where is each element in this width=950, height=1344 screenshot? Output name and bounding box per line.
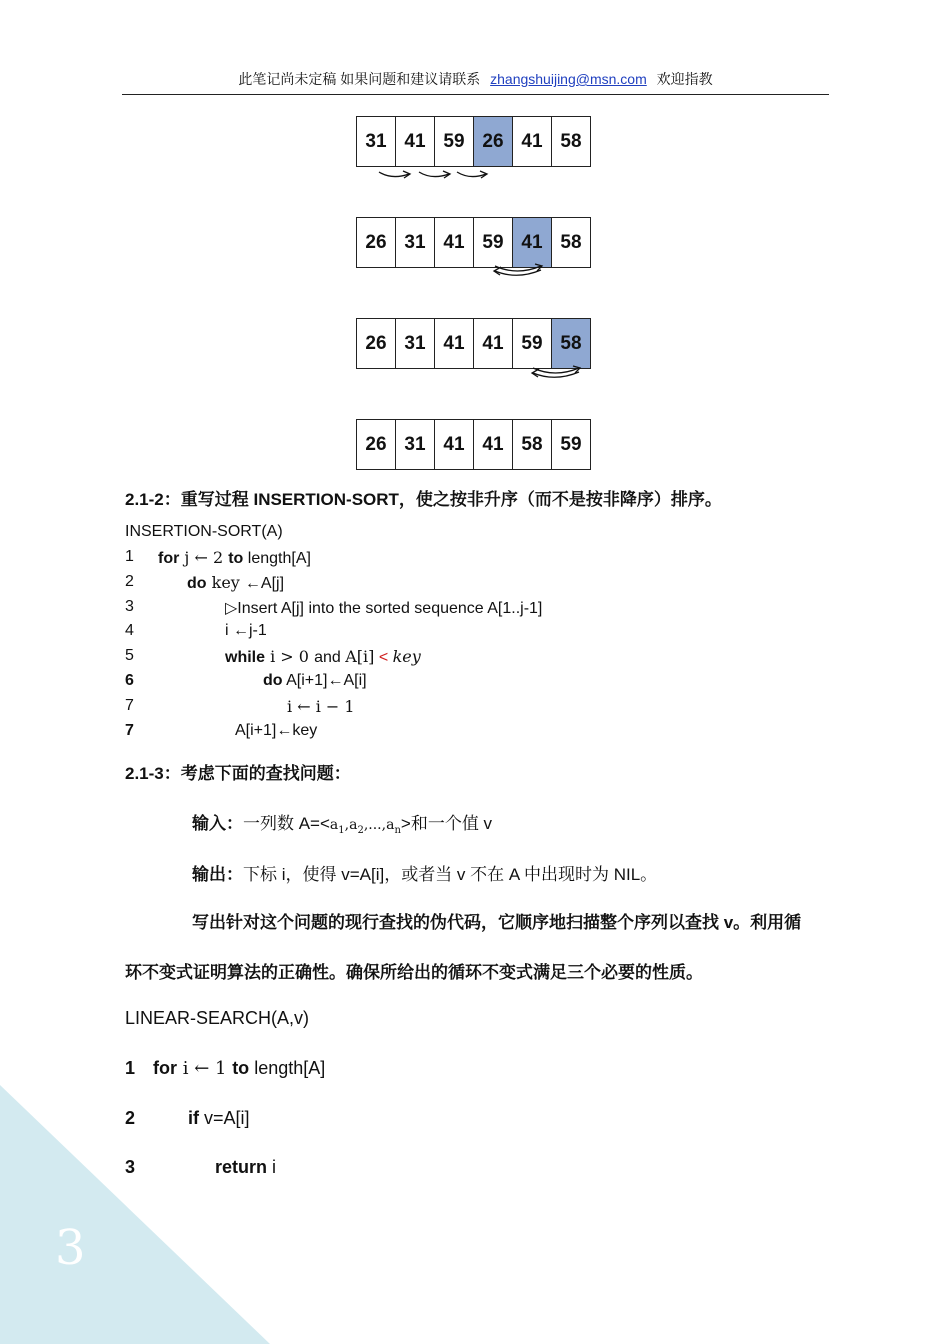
page-number: 3: [55, 1220, 86, 1276]
array-step-4: [357, 419, 591, 470]
header-welcome: 欢迎指教: [656, 71, 713, 87]
array-cell: 59: [512, 318, 552, 369]
array-cell: 26: [356, 217, 396, 268]
code-line: 2 if v=A[i]: [125, 1108, 250, 1128]
array-step-3: [357, 318, 591, 369]
question-2-1-2-title: 2.1-2：重写过程 INSERTION-SORT，使之按非升序（而不是按非降序）排序。: [125, 490, 722, 509]
header-note: 此笔记尚未定稿 如果问题和建议请联系: [238, 71, 481, 87]
swap-arrows-3: [357, 364, 597, 384]
input-spec: 输入：一列数 $A=<a_1,a_2,...,a_n>$和一个值 v: [192, 814, 493, 836]
array-cell: 41: [434, 419, 474, 470]
linear-search-name: LINEAR-SEARCH(A,v): [125, 1008, 310, 1028]
array-cell-key: 58: [551, 318, 591, 369]
code-line: 3 ▷Insert A[j] into the sorted sequence A[1..j-1]: [125, 598, 543, 617]
array-cell: 59: [473, 217, 513, 268]
array-cell: 41: [434, 217, 474, 268]
array-cell: 41: [512, 116, 552, 167]
array-cell: 26: [356, 318, 396, 369]
array-cell: 41: [434, 318, 474, 369]
code-line: 3 return i: [125, 1157, 277, 1177]
array-cell: 31: [395, 419, 435, 470]
array-cell: 59: [551, 419, 591, 470]
array-cell: 41: [395, 116, 435, 167]
array-cell: 41: [473, 318, 513, 369]
swap-arrows-2: [357, 262, 597, 282]
array-cell: 58: [551, 116, 591, 167]
code-line: 5 while i > 0 and A[i] < key: [125, 647, 421, 666]
array-cell: 59: [434, 116, 474, 167]
email-link[interactable]: zhangshuijing@msn.com: [490, 71, 647, 87]
array-cell: 31: [395, 318, 435, 369]
task-paragraph-2: 环不变式证明算法的正确性。确保所给出的循环不变式满足三个必要的性质。: [125, 963, 703, 982]
array-cell: 31: [356, 116, 396, 167]
code-line: 1 for j ← 2 to length[A]: [125, 548, 311, 567]
array-step-2: [357, 217, 591, 268]
code-line: 1 for i ← 1 to length[A]: [125, 1058, 326, 1079]
insertion-sort-name: INSERTION-SORT(A): [125, 523, 283, 540]
page-header: [122, 68, 829, 95]
array-cell: 31: [395, 217, 435, 268]
code-line: 6 do A[i+1]←A[i]: [125, 672, 367, 689]
question-2-1-3-title: 2.1-3：考虑下面的查找问题：: [125, 764, 351, 783]
shift-arrows-1: [357, 164, 597, 186]
array-cell: 58: [512, 419, 552, 470]
code-line: 2 do key ←A[j]: [125, 573, 285, 592]
array-cell-key: 41: [512, 217, 552, 268]
array-step-1: [357, 116, 591, 167]
output-spec: 输出：下标 i，使得 v=A[i]，或者当 v 不在 A 中出现时为 NIL。: [192, 865, 658, 884]
array-cell: 41: [473, 419, 513, 470]
code-line: 4 i ←j-1: [125, 622, 267, 639]
array-cell: 26: [356, 419, 396, 470]
array-cell: 58: [551, 217, 591, 268]
task-paragraph-1: 写出针对这个问题的现行查找的伪代码，它顺序地扫描整个序列以查找 v。利用循: [192, 913, 802, 932]
code-line: 7 i ← i − 1: [125, 697, 355, 716]
code-line: 7 A[i+1]←key: [125, 722, 318, 739]
array-cell-key: 26: [473, 116, 513, 167]
